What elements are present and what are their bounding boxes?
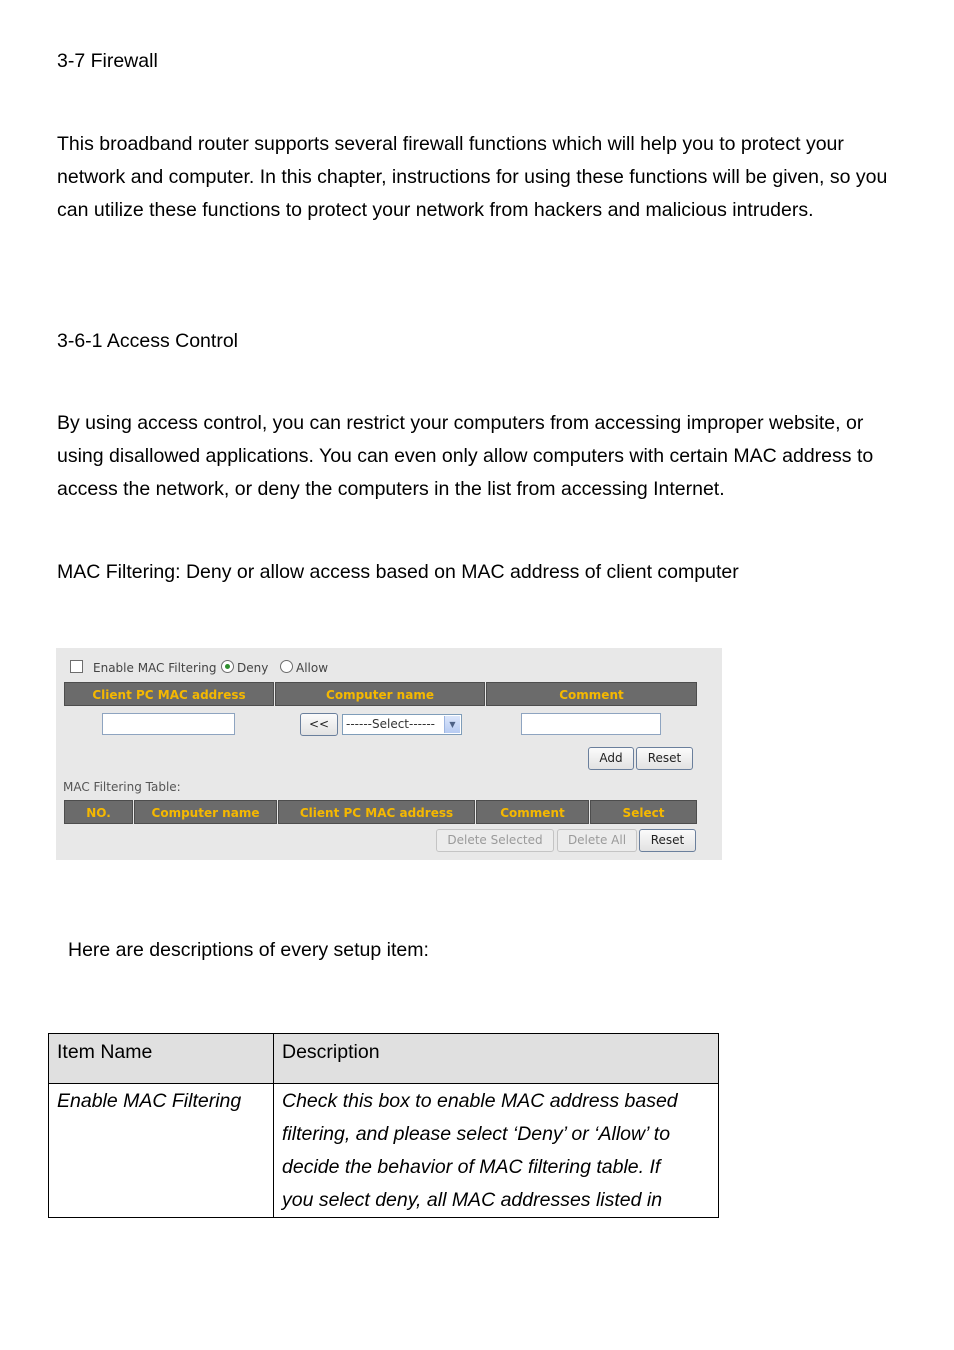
- table-header-select: Select: [590, 800, 697, 824]
- section-title: 3-7 Firewall: [57, 50, 158, 72]
- mac-filtering-panel: [56, 648, 722, 860]
- header-comment: Comment: [486, 682, 697, 706]
- comment-input[interactable]: [521, 713, 661, 735]
- item-name-cell: Enable MAC Filtering: [49, 1084, 274, 1218]
- item-description-cell: [274, 1084, 719, 1218]
- mac-filtering-table-label: MAC Filtering Table:: [63, 780, 181, 794]
- chevron-down-icon: ▼: [444, 716, 460, 733]
- enable-mac-filtering-checkbox[interactable]: [70, 660, 83, 673]
- allow-radio[interactable]: [280, 660, 293, 673]
- header-client-mac: Client PC MAC address: [64, 682, 274, 706]
- add-button[interactable]: Add: [588, 747, 634, 770]
- delete-selected-button[interactable]: Delete Selected: [436, 829, 554, 852]
- deny-label: Deny: [237, 661, 269, 675]
- computer-name-select-value: ------Select------: [346, 717, 435, 731]
- header-computer-name: Computer name: [275, 682, 485, 706]
- computer-name-select[interactable]: [342, 714, 462, 735]
- delete-all-button[interactable]: Delete All: [557, 829, 637, 852]
- table-row: [49, 1084, 719, 1218]
- header-description: Description: [274, 1034, 719, 1084]
- description-table: [48, 1033, 719, 1218]
- description-line: filtering, and please select ‘Deny’ or ‘Allow’ to: [282, 1123, 671, 1145]
- mac-address-input[interactable]: [102, 713, 235, 735]
- table-header-no: NO.: [64, 800, 133, 824]
- mac-filtering-line: MAC Filtering: Deny or allow access based on MAC address of client computer: [57, 561, 739, 583]
- subsection-title: 3-6-1 Access Control: [57, 330, 238, 352]
- reset-button[interactable]: Reset: [636, 747, 693, 770]
- table-header-comment: Comment: [476, 800, 589, 824]
- enable-mac-filtering-label: Enable MAC Filtering: [93, 661, 217, 675]
- copy-computer-button[interactable]: <<: [300, 713, 338, 736]
- description-line: Check this box to enable MAC address based: [282, 1090, 678, 1112]
- access-control-paragraph: By using access control, you can restrict your computers from accessing improper website, or using disallowed applications. You can even only allow computers with certain MAC address to access the network, or deny the computers in the list from accessing Internet.: [57, 412, 874, 500]
- allow-label: Allow: [296, 661, 329, 675]
- table-header-client-mac: Client PC MAC address: [278, 800, 475, 824]
- deny-radio[interactable]: [221, 660, 234, 673]
- description-table-header-row: [49, 1034, 719, 1084]
- table-reset-button[interactable]: Reset: [639, 829, 696, 852]
- header-item-name: Item Name: [49, 1034, 274, 1084]
- intro-paragraph: This broadband router supports several firewall functions which will help you to protect your network and computer. In this chapter, instructions for using these functions will be given, so you can utilize these functions to protect your network from hackers and malicious intruders.: [57, 133, 888, 221]
- description-line: decide the behavior of MAC filtering table. If: [282, 1156, 661, 1178]
- table-header-computer-name: Computer name: [134, 800, 277, 824]
- descriptions-intro: Here are descriptions of every setup item:: [68, 939, 429, 961]
- description-line: you select deny, all MAC addresses listed in: [282, 1189, 663, 1211]
